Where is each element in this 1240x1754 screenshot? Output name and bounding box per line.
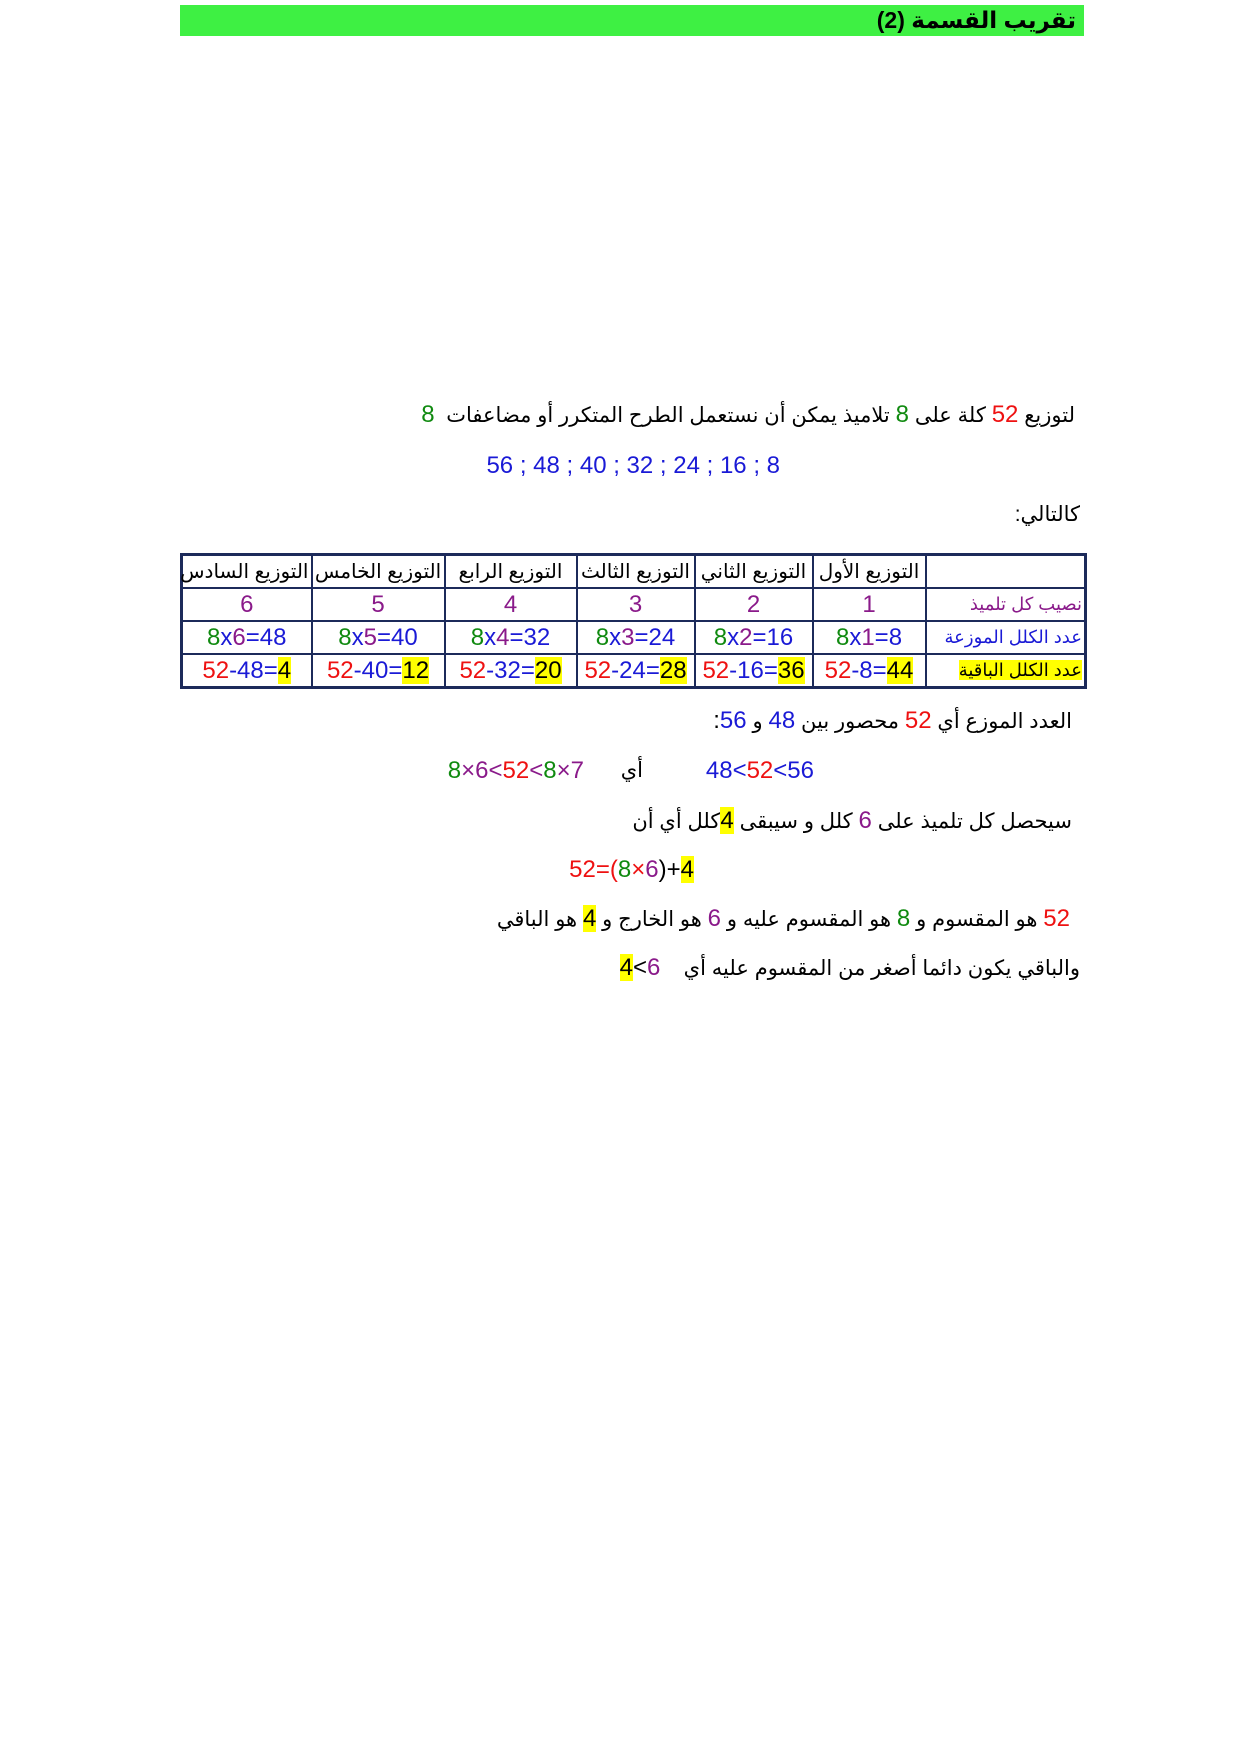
terms-d: 8 xyxy=(896,905,911,932)
remaining-a: 52 xyxy=(202,656,230,684)
ineq-lt: < xyxy=(732,757,747,784)
equation-line xyxy=(569,855,694,886)
distributed-a: 8 xyxy=(207,623,221,651)
distributed-eq: = xyxy=(874,623,889,651)
remaining-eq: = xyxy=(520,656,535,684)
remaining-r: 44 xyxy=(886,656,914,684)
ineq-56: 56 xyxy=(787,757,814,784)
remainder-rule-line xyxy=(620,953,1080,984)
bounded-part2: محصور بين xyxy=(801,710,900,733)
distributed-op: x xyxy=(351,623,364,651)
rule-lt: < xyxy=(632,954,647,981)
inequality-ay-text: أي xyxy=(620,759,643,782)
remaining-m: -40 xyxy=(353,656,389,684)
distributed-a: 8 xyxy=(595,623,610,651)
inequality-ay xyxy=(621,756,643,786)
distributed-r: 24 xyxy=(648,623,676,651)
remaining-r: 12 xyxy=(402,656,430,684)
distributed-b: 2 xyxy=(739,623,753,651)
remaining-r: 20 xyxy=(534,656,562,684)
distributed-b: 6 xyxy=(232,623,246,651)
distributed-r: 40 xyxy=(391,623,418,651)
bounded-and: و xyxy=(752,710,763,733)
ineq-r-times: × xyxy=(461,757,476,784)
distributed-op: x xyxy=(484,623,497,651)
remaining-eq: = xyxy=(872,656,887,684)
remaining-m: -16 xyxy=(729,656,764,684)
header-cell: التوزيع الرابع xyxy=(445,555,577,589)
distributed-eq: = xyxy=(377,623,392,651)
each-gets-line xyxy=(632,806,1072,837)
intro-part2: كلة على xyxy=(914,404,986,427)
terms-n: 52 xyxy=(1043,905,1070,932)
intro-part1: لتوزيع xyxy=(1024,404,1075,427)
page-title: تقريب القسمة (2) xyxy=(876,7,1076,33)
inequality-right-expr xyxy=(448,756,584,786)
remaining-m: -48 xyxy=(229,656,264,684)
row-label-shares: نصيب كل تلميذ xyxy=(926,588,1086,621)
distribution-table xyxy=(180,553,1087,689)
ineq-52: 52 xyxy=(746,757,774,784)
intro-divisor2: 8 xyxy=(421,401,435,428)
each-gets-q: 6 xyxy=(858,807,872,834)
eq-8: 8 xyxy=(617,856,632,883)
distributed-a: 8 xyxy=(470,623,485,651)
distributed-op: x xyxy=(727,623,740,651)
distributed-cell xyxy=(182,621,312,654)
distributed-b: 3 xyxy=(621,623,635,651)
remaining-m: -32 xyxy=(486,656,521,684)
share-cell: 4 xyxy=(445,588,577,621)
bounded-low: 48 xyxy=(768,707,796,734)
row-label-remaining: عدد الكلل الباقية xyxy=(958,660,1082,680)
distributed-cell xyxy=(813,621,926,654)
each-gets-part3: كلل أي أن xyxy=(632,810,721,833)
distributed-r: 48 xyxy=(259,623,287,651)
ineq-r-times: × xyxy=(556,757,571,784)
distributed-b: 1 xyxy=(861,623,875,651)
eq-plus: )+ xyxy=(658,856,681,883)
each-gets-part1: سيحصل كل تلميذ على xyxy=(877,810,1072,833)
distributed-op: x xyxy=(609,623,622,651)
ineq-r-8: 8 xyxy=(447,757,462,784)
remaining-r: 4 xyxy=(277,656,292,684)
share-cell: 3 xyxy=(577,588,695,621)
remaining-cell xyxy=(182,654,312,688)
share-cell: 5 xyxy=(312,588,445,621)
distributed-b: 4 xyxy=(496,623,510,651)
multiples-list: 56 ; 48 ; 40 ; 32 ; 24 ; 16 ; 8 xyxy=(486,452,780,479)
distributed-r: 16 xyxy=(766,623,794,651)
row-label-distributed: عدد الكلل الموزعة xyxy=(926,621,1086,654)
distributed-b: 5 xyxy=(363,623,377,651)
distributed-a: 8 xyxy=(338,623,352,651)
remaining-r: 28 xyxy=(659,656,687,684)
remainder-rule-text: والباقي يكون دائما أصغر من المقسوم عليه أي xyxy=(683,957,1080,980)
rule-6: 6 xyxy=(646,954,661,981)
remaining-m: -24 xyxy=(611,656,646,684)
distributed-eq: = xyxy=(245,623,260,651)
distributed-eq: = xyxy=(509,623,524,651)
distributed-op: x xyxy=(220,623,233,651)
distributed-eq: = xyxy=(752,623,767,651)
share-cell: 6 xyxy=(182,588,312,621)
distributed-eq: = xyxy=(634,623,649,651)
distributed-cell xyxy=(312,621,445,654)
share-cell: 2 xyxy=(695,588,813,621)
remaining-cell xyxy=(312,654,445,688)
header-cell: التوزيع الأول xyxy=(813,555,926,589)
ineq-r-lt: < xyxy=(529,757,544,784)
eq-6: 6 xyxy=(645,856,659,883)
terms-line xyxy=(497,904,1070,935)
remaining-r: 36 xyxy=(777,656,805,684)
bounded-part1: العدد الموزع أي xyxy=(937,710,1072,733)
table-row-shares xyxy=(182,588,1086,621)
ineq-r-6: 6 xyxy=(475,757,489,784)
distributed-r: 32 xyxy=(523,623,551,651)
distributed-a: 8 xyxy=(713,623,728,651)
remaining-a: 52 xyxy=(824,656,852,684)
bounded-n: 52 xyxy=(904,707,932,734)
ineq-r-7: 7 xyxy=(570,757,584,784)
ineq-r-lt: < xyxy=(488,757,503,784)
terms-t2: هو المقسوم عليه و xyxy=(726,908,892,931)
remaining-cell xyxy=(577,654,695,688)
terms-t4: هو الباقي xyxy=(496,908,578,931)
remaining-cell xyxy=(445,654,577,688)
distributed-cell xyxy=(695,621,813,654)
eq-52: 52 xyxy=(569,856,596,883)
table-row-remaining xyxy=(182,654,1086,688)
distributed-cell xyxy=(577,621,695,654)
ineq-lt: < xyxy=(773,757,788,784)
ineq-r-8b: 8 xyxy=(543,757,557,784)
bounded-high: 56 xyxy=(719,707,747,734)
multiples-line xyxy=(486,451,780,482)
remaining-a: 52 xyxy=(584,656,612,684)
table-row-distributed xyxy=(182,621,1086,654)
intro-part3: تلاميذ يمكن أن نستعمل الطرح المتكرر أو مضاعفات xyxy=(446,404,890,427)
terms-r: 4 xyxy=(582,905,597,932)
equation-expr xyxy=(569,855,694,885)
inequality-right xyxy=(448,756,584,787)
header-cell: التوزيع السادس xyxy=(182,555,312,589)
remaining-cell xyxy=(695,654,813,688)
title-bar xyxy=(180,5,1084,36)
table-header-row xyxy=(182,555,1086,589)
remaining-eq: = xyxy=(263,656,278,684)
remaining-m: -8 xyxy=(851,656,873,684)
remainder-rule-expr xyxy=(620,953,661,983)
intro-total: 52 xyxy=(991,401,1019,428)
distributed-r: 8 xyxy=(888,623,903,651)
remaining-eq: = xyxy=(645,656,660,684)
ineq-r-52: 52 xyxy=(502,757,530,784)
inequality-left-expr xyxy=(706,756,814,786)
remaining-a: 52 xyxy=(702,656,730,684)
distributed-op: x xyxy=(849,623,862,651)
ineq-48: 48 xyxy=(705,757,733,784)
intro-line xyxy=(421,400,1075,431)
remaining-cell xyxy=(813,654,926,688)
distributed-cell xyxy=(445,621,577,654)
intro-divisor: 8 xyxy=(895,401,909,428)
remaining-a: 52 xyxy=(326,656,354,684)
remaining-eq: = xyxy=(763,656,778,684)
rule-4: 4 xyxy=(619,954,633,981)
as-follows-line xyxy=(1015,500,1080,530)
row-label-remaining-cell xyxy=(926,654,1086,688)
each-gets-part2: كلل و سيبقى xyxy=(739,810,853,833)
eq-times: × xyxy=(631,856,646,883)
header-cell: التوزيع الثالث xyxy=(577,555,695,589)
as-follows-text: كالتالي: xyxy=(1014,503,1080,526)
eq-4: 4 xyxy=(680,856,694,883)
share-cell: 1 xyxy=(813,588,926,621)
distributed-a: 8 xyxy=(835,623,850,651)
remaining-eq: = xyxy=(388,656,403,684)
each-gets-r: 4 xyxy=(720,807,734,834)
remaining-a: 52 xyxy=(459,656,487,684)
header-cell: التوزيع الخامس xyxy=(312,555,445,589)
table-corner-cell xyxy=(926,555,1086,589)
bounded-colon: : xyxy=(713,707,720,734)
inequality-left xyxy=(706,756,814,787)
eq-open: =( xyxy=(595,856,618,883)
header-cell: التوزيع الثاني xyxy=(695,555,813,589)
terms-t1: هو المقسوم و xyxy=(916,908,1038,931)
bounded-line xyxy=(713,706,1072,737)
terms-t3: هو الخارج و xyxy=(602,908,702,931)
terms-q: 6 xyxy=(707,905,721,932)
